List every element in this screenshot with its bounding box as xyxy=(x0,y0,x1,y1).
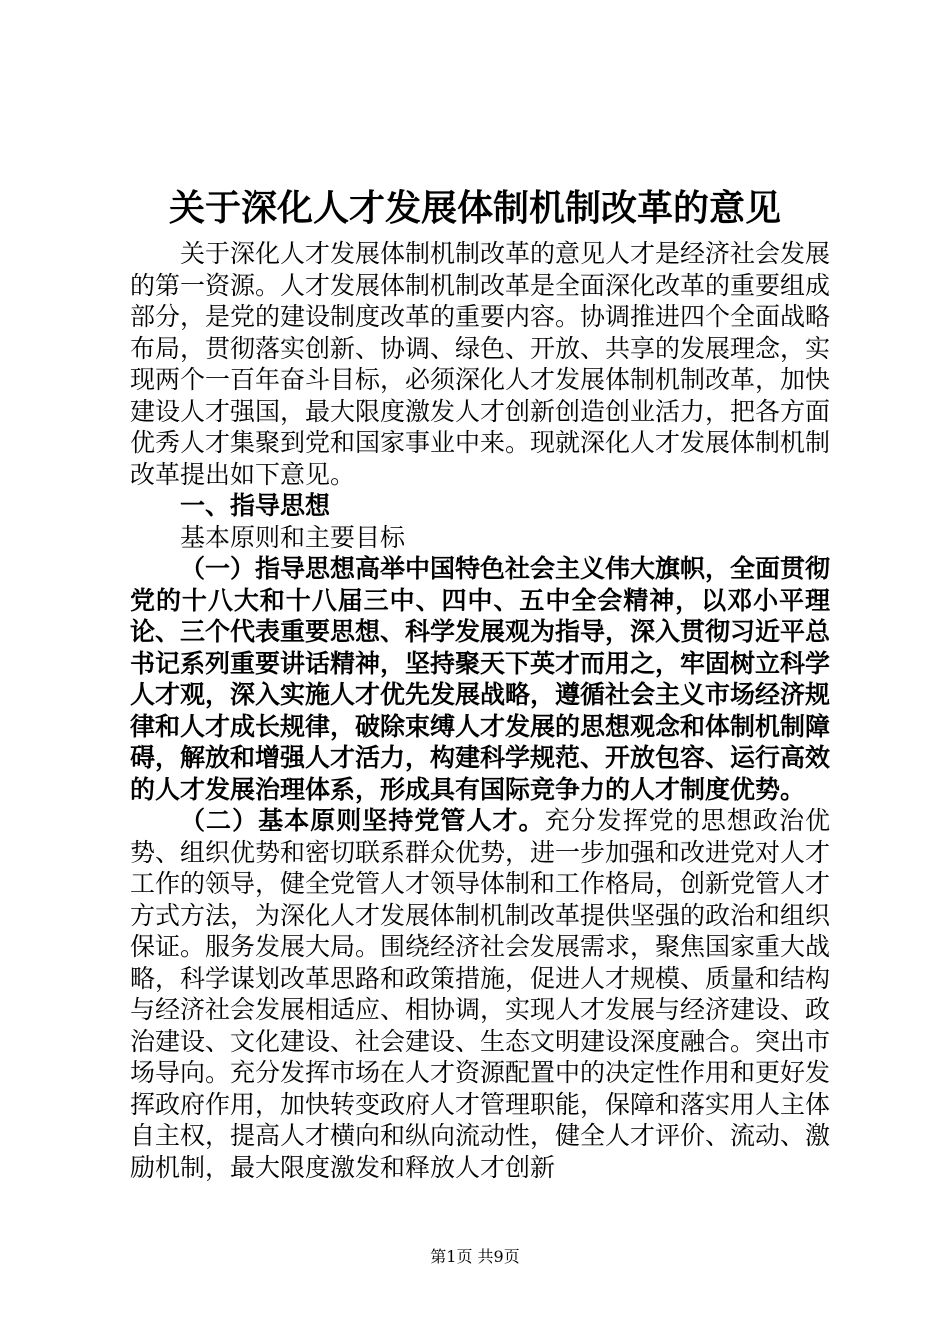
page-number-footer: 第1页 共9页 xyxy=(430,1247,520,1266)
section-heading: 一、指导思想 xyxy=(180,491,331,520)
document-title: 关于深化人才发展体制机制改革的意见 xyxy=(168,187,781,229)
intro-paragraph: 关于深化人才发展体制机制改革的意见人才是经济社会发展的第一资源。人才发展体制机制改革是全面深化改革的重要组成部分，是党的建设制度改革的重要内容。协调推进四个全面战略布局，贯彻落实创新、协调、绿色、开放、共享的发展理念，实现两个一百年奋斗目标，必须深化人才发展体制机制改革，加快建设人才强国，最大限度激发人才创新创造创业活力，把各方面优秀人才集聚到党和国家事业中来。现就深化人才发展体制机制改革提出如下意见。 xyxy=(130,239,831,489)
guiding-thought-paragraph: （一）指导思想高举中国特色社会主义伟大旗帜，全面贯彻党的十八大和十八届三中、四中、五中全会精神，以邓小平理论、三个代表重要思想、科学发展观为指导，深入贯彻习近平总书记系列重要讲话精神，坚持聚天下英才而用之，牢固树立科学人才观，深入实施人才优先发展战略，遵循社会主义市场经济规律和人才成长规律，破除束缚人才发展的思想观念和体制机制障碍，解放和增强人才活力，构建科学规范、开放包容、运行高效的人才发展治理体系，形成具有国际竞争力的人才制度优势。 xyxy=(130,554,831,804)
section-subheading: 基本原则和主要目标 xyxy=(180,522,406,552)
principles-lead: （二）基本原则坚持党管人才。 xyxy=(180,806,545,835)
document-body xyxy=(130,238,830,1183)
principles-paragraph xyxy=(130,805,830,1183)
principles-text: 充分发挥党的思想政治优势、组织优势和密切联系群众优势，进一步加强和改进党对人才工作的领导，健全党管人才领导体制和工作格局，创新党管人才方式方法，为深化人才发展体制机制改革提供坚强的政治和组织保证。服务发展大局。围绕经济社会发展需求，聚焦国家重大战略，科学谋划改革思路和政策措施，促进人才规模、质量和结构与经济社会发展相适应、相协调，实现人才发展与经济建设、政治建设、文化建设、社会建设、生态文明建设深度融合。突出市场导向。充分发挥市场在人才资源配置中的决定性作用和更好发挥政府作用，加快转变政府人才管理职能，保障和落实用人主体自主权，提高人才横向和纵向流动性，健全人才评价、流动、激励机制，最大限度激发和释放人才创新 xyxy=(130,806,831,1182)
